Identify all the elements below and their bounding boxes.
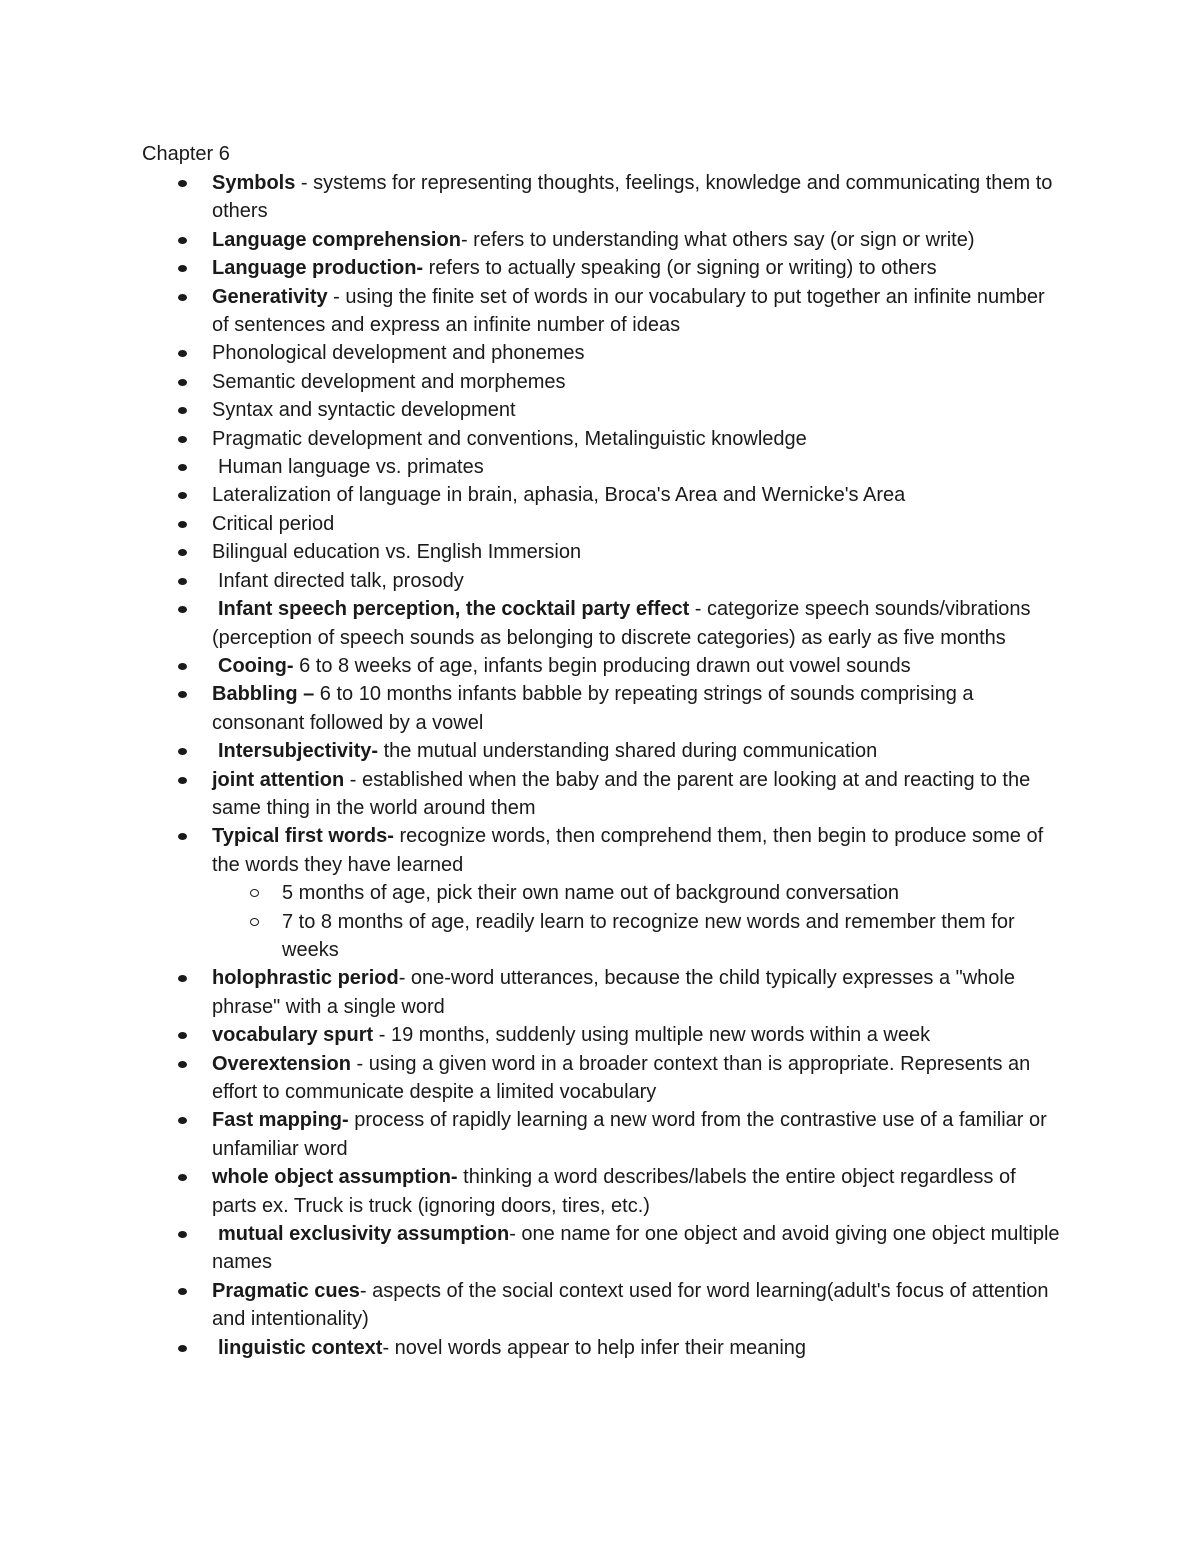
chapter-title: Chapter 6 bbox=[142, 143, 230, 165]
bullet-icon bbox=[178, 180, 187, 187]
bullet-icon bbox=[178, 606, 187, 613]
list-item bbox=[142, 1277, 1062, 1334]
term-definition: - one-word utterances, because the child typically expresses a "whole phrase" with a single word bbox=[212, 967, 1015, 1018]
list-item bbox=[142, 1220, 1062, 1277]
term-label: Overextension bbox=[212, 1052, 351, 1075]
topic-text: Phonological development and phonemes bbox=[212, 342, 585, 365]
terms-list bbox=[142, 169, 1062, 1362]
sub-list-item bbox=[212, 879, 1062, 907]
bullet-icon bbox=[178, 350, 187, 357]
list-item bbox=[142, 425, 1062, 453]
term-label: Generativity bbox=[212, 285, 328, 308]
term-definition: refers to actually speaking (or signing or writing) to others bbox=[423, 257, 937, 280]
list-item bbox=[142, 339, 1062, 367]
term-label: vocabulary spurt bbox=[212, 1024, 374, 1047]
bullet-icon bbox=[178, 748, 187, 755]
term-definition: the mutual understanding shared during communication bbox=[378, 740, 878, 763]
list-item bbox=[142, 1334, 1062, 1362]
topic-text: Infant directed talk, prosody bbox=[218, 569, 464, 592]
term-definition: - established when the baby and the parent are looking at and reacting to the same thing in the world around them bbox=[212, 768, 1031, 819]
bullet-icon bbox=[178, 521, 187, 528]
bullet-icon bbox=[178, 265, 187, 272]
term-label: whole object assumption- bbox=[212, 1166, 458, 1189]
list-item bbox=[142, 226, 1062, 254]
topic-text: Bilingual education vs. English Immersion bbox=[212, 541, 582, 564]
bullet-icon bbox=[178, 1061, 187, 1068]
term-label: Language comprehension bbox=[212, 228, 461, 251]
bullet-icon bbox=[178, 777, 187, 784]
list-item bbox=[142, 1106, 1062, 1163]
term-label: linguistic context bbox=[218, 1336, 383, 1359]
list-item bbox=[142, 396, 1062, 424]
term-label: Language production- bbox=[212, 257, 424, 280]
topic-text: Human language vs. primates bbox=[218, 456, 484, 479]
bullet-icon bbox=[178, 294, 187, 301]
term-definition: 6 to 10 months infants babble by repeating strings of sounds comprising a consonant followed by a vowel bbox=[212, 683, 974, 734]
list-item bbox=[142, 481, 1062, 509]
bullet-icon bbox=[178, 492, 187, 499]
term-label: Infant speech perception, the cocktail party effect bbox=[218, 598, 690, 621]
bullet-icon bbox=[178, 237, 187, 244]
hollow-bullet-icon bbox=[250, 889, 259, 897]
bullet-icon bbox=[178, 1174, 187, 1181]
term-definition: - systems for representing thoughts, feelings, knowledge and communicating them to others bbox=[212, 172, 1053, 223]
list-item bbox=[142, 822, 1062, 964]
bullet-icon bbox=[178, 1231, 187, 1238]
bullet-icon bbox=[178, 663, 187, 670]
term-label: Cooing- bbox=[218, 654, 294, 677]
term-label: joint attention bbox=[212, 768, 345, 791]
list-item bbox=[142, 510, 1062, 538]
bullet-icon bbox=[178, 975, 187, 982]
term-definition: process of rapidly learning a new word from the contrastive use of a familiar or unfamiliar word bbox=[212, 1109, 1047, 1160]
bullet-icon bbox=[178, 833, 187, 840]
bullet-icon bbox=[178, 379, 187, 386]
term-definition: - categorize speech sounds/vibrations (perception of speech sounds as belonging to discrete categories) as early as five months bbox=[212, 598, 1031, 649]
list-item bbox=[142, 766, 1062, 823]
list-item bbox=[142, 254, 1062, 282]
list-item bbox=[142, 567, 1062, 595]
term-definition: - using the finite set of words in our vocabulary to put together an infinite number of sentences and express an infinite number of ideas bbox=[212, 285, 1045, 337]
term-label: Pragmatic cues bbox=[212, 1279, 360, 1302]
term-label: Intersubjectivity- bbox=[218, 740, 379, 763]
list-item bbox=[142, 964, 1062, 1021]
topic-text: Pragmatic development and conventions, Metalinguistic knowledge bbox=[212, 427, 807, 450]
topic-text: Semantic development and morphemes bbox=[212, 370, 566, 393]
hollow-bullet-icon bbox=[250, 918, 259, 926]
list-item bbox=[142, 368, 1062, 396]
term-definition: - 19 months, suddenly using multiple new words within a week bbox=[373, 1024, 931, 1047]
term-definition: - using a given word in a broader context than is appropriate. Represents an effort to communicate despite a limited vocabulary bbox=[212, 1052, 1031, 1103]
sub-item-text: 5 months of age, pick their own name out of background conversation bbox=[282, 882, 900, 905]
bullet-icon bbox=[178, 578, 187, 585]
term-definition: thinking a word describes/labels the entire object regardless of parts ex. Truck is truck (ignoring doors, tires, etc.) bbox=[212, 1166, 1016, 1217]
bullet-icon bbox=[178, 1345, 187, 1352]
term-label: Fast mapping- bbox=[212, 1109, 349, 1132]
topic-text: Critical period bbox=[212, 512, 335, 535]
term-definition: - refers to understanding what others say (or sign or write) bbox=[460, 228, 975, 251]
term-label: Babbling – bbox=[212, 683, 315, 706]
list-item bbox=[142, 169, 1062, 226]
list-item bbox=[142, 453, 1062, 481]
bullet-icon bbox=[178, 436, 187, 443]
sub-item-text: 7 to 8 months of age, readily learn to recognize new words and remember them for weeks bbox=[282, 910, 1015, 961]
term-definition: - one name for one object and avoid giving one object multiple names bbox=[212, 1223, 1060, 1274]
term-label: mutual exclusivity assumption bbox=[218, 1223, 510, 1246]
bullet-icon bbox=[178, 464, 187, 471]
list-item bbox=[142, 538, 1062, 566]
list-item bbox=[142, 737, 1062, 765]
topic-text: Syntax and syntactic development bbox=[212, 399, 516, 422]
topic-text: Lateralization of language in brain, aphasia, Broca's Area and Wernicke's Area bbox=[212, 484, 906, 507]
bullet-icon bbox=[178, 1032, 187, 1039]
bullet-icon bbox=[178, 1288, 187, 1295]
term-definition: - aspects of the social context used for word learning(adult's focus of attention and intentionality) bbox=[212, 1279, 1049, 1331]
list-item bbox=[142, 1163, 1062, 1220]
bullet-icon bbox=[178, 1117, 187, 1124]
term-definition: 6 to 8 weeks of age, infants begin producing drawn out vowel sounds bbox=[293, 654, 911, 677]
term-definition: - novel words appear to help infer their meaning bbox=[382, 1336, 807, 1359]
sub-list bbox=[212, 879, 1062, 964]
term-definition: recognize words, then comprehend them, then begin to produce some of the words they have learned bbox=[212, 825, 1044, 876]
term-label: holophrastic period bbox=[212, 967, 399, 990]
list-item bbox=[142, 1050, 1062, 1107]
bullet-icon bbox=[178, 691, 187, 698]
sub-list-item bbox=[212, 908, 1062, 965]
bullet-icon bbox=[178, 549, 187, 556]
bullet-icon bbox=[178, 407, 187, 414]
list-item bbox=[142, 680, 1062, 737]
term-label: Typical first words- bbox=[212, 825, 394, 848]
list-item bbox=[142, 595, 1062, 652]
list-item bbox=[142, 283, 1062, 340]
list-item bbox=[142, 1021, 1062, 1049]
term-label: Symbols bbox=[212, 172, 296, 194]
list-item bbox=[142, 652, 1062, 680]
